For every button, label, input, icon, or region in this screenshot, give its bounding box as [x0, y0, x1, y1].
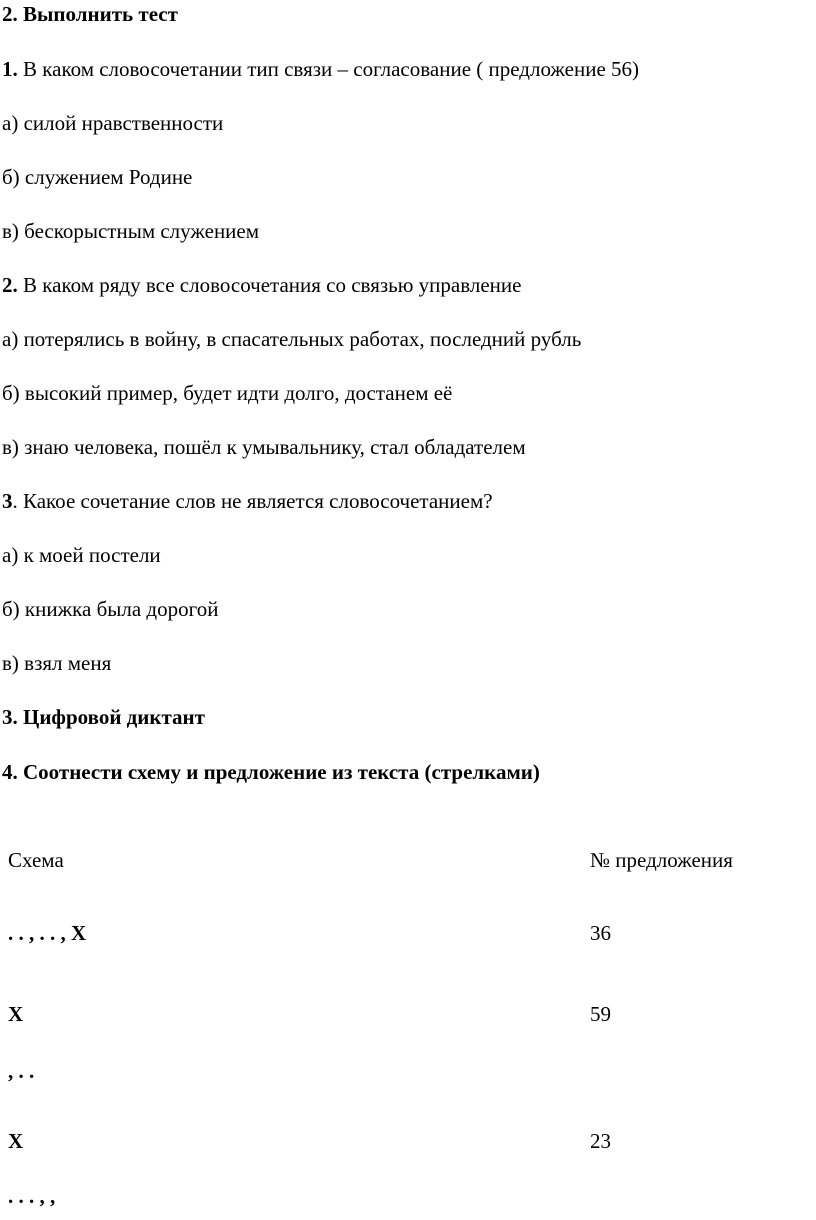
question-3-option-c: в) взял меня	[2, 651, 112, 675]
question-2-option-b: б) высокий пример, будет идти долго, достанем её	[2, 381, 453, 405]
question-3-number: 3	[2, 489, 13, 513]
section-3-heading: 3. Цифровой диктант	[2, 705, 205, 729]
question-2	[2, 275, 521, 296]
scheme-column-header: Схема	[8, 848, 64, 872]
number-column-header: № предложения	[590, 848, 733, 872]
question-1-number: 1.	[2, 57, 18, 81]
scheme-row-2: X	[8, 1002, 24, 1026]
section-2-heading: 2. Выполнить тест	[2, 2, 178, 26]
scheme-row-3: X	[8, 1129, 24, 1153]
section-4-heading: 4. Соотнести схему и предложение из текста (стрелками)	[2, 760, 540, 784]
question-1-option-c: в) бескорыстным служением	[2, 219, 260, 243]
question-3-option-a: а) к моей постели	[2, 543, 161, 567]
number-row-2: 59	[590, 1002, 611, 1026]
scheme-row-2-continuation: , . .	[8, 1059, 35, 1083]
question-2-text: В каком ряду все словосочетания со связью управление	[17, 273, 522, 297]
scheme-row-1: . . , . . , X	[8, 921, 87, 945]
question-2-option-a: а) потерялись в войну, в спасательных работах, последний рубль	[2, 327, 582, 351]
scheme-row-3-continuation: . . . , ,	[8, 1184, 56, 1208]
question-1	[2, 59, 639, 80]
question-3	[2, 491, 493, 512]
question-1-text: В каком словосочетании тип связи – согласование ( предложение 56)	[17, 57, 640, 81]
question-3-option-b: б) книжка была дорогой	[2, 597, 219, 621]
question-1-option-b: б) служением Родине	[2, 165, 193, 189]
number-row-3: 23	[590, 1129, 611, 1153]
question-3-text: . Какое сочетание слов не является словосочетанием?	[12, 489, 493, 513]
number-row-1: 36	[590, 921, 611, 945]
question-2-number: 2.	[2, 273, 18, 297]
question-2-option-c: в) знаю человека, пошёл к умывальнику, стал обладателем	[2, 435, 526, 459]
question-1-option-a: а) силой нравственности	[2, 111, 224, 135]
